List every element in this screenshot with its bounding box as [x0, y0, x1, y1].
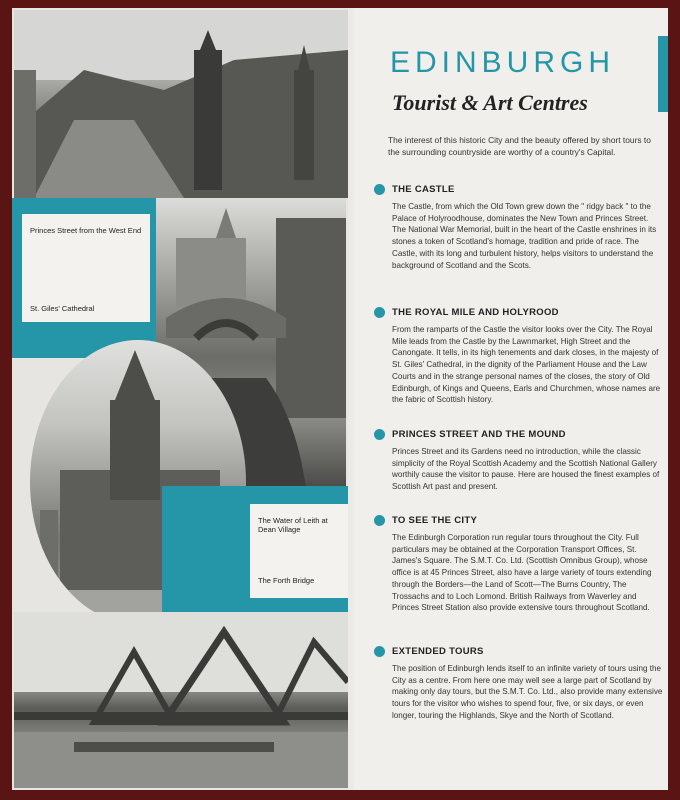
title-block — [354, 8, 668, 115]
section-body: The Castle, from which the Old Town grew down the " ridgy back " to the Palace of Holyroodhouse, dominates the New Town and Princes Street. The National War Memorial, built in the heart of the Castle enshrines in its stones a token of Scotland's homage, tradition and pride of race. The Castle, with its long and turbulent history, helps visitors to understand the background of Scotland and the Scots. — [392, 202, 657, 270]
caption-st-giles: St. Giles' Cathedral — [30, 304, 95, 313]
bullet-icon — [374, 184, 385, 195]
brochure-page — [12, 8, 668, 790]
bullet-icon — [374, 429, 385, 440]
section-body: Princes Street and its Gardens need no introduction, while the classic simplicity of the Royal Scottish Academy and the Scottish National Gallery worthily cause the visitor to pause. Here are housed the finest examples of Scottish Art past and present. — [392, 447, 660, 492]
section-castle — [374, 184, 664, 271]
caption-princes-street: Princes Street from the West End — [30, 226, 142, 235]
section-extended-tours — [374, 646, 664, 722]
text-panel — [354, 8, 668, 790]
section-heading: THE ROYAL MILE AND HOLYROOD — [392, 307, 559, 318]
caption-card-left — [22, 214, 150, 322]
page-title: EDINBURGH — [390, 46, 616, 79]
section-body: From the ramparts of the Castle the visitor looks over the City. The Royal Mile leads from the Castle by the Lawnmarket, High Street and the Canongate. It tells, in its high tenements and dark closes, in the majesty of St. Giles' Cathedral, in the dignity of the Parliament House and the Law Courts and in the strange personal names of the closes, the story of Old Edinburgh, of Kings and Queens, Earls and Churchmen, whose names are the fabric of Scottish history. — [392, 325, 661, 405]
caption-water-of-leith: The Water of Leith at Dean Village — [258, 516, 328, 535]
bullet-icon — [374, 646, 385, 657]
bullet-icon — [374, 515, 385, 526]
bullet-icon — [374, 307, 385, 318]
intro-paragraph: The interest of this historic City and the beauty offered by short tours to the surrounding countryside are worthy of a country's Capital. — [388, 135, 651, 158]
princes-street-photo — [14, 10, 348, 198]
section-heading: PRINCES STREET AND THE MOUND — [392, 429, 566, 440]
section-body: The position of Edinburgh lends itself to an infinite variety of tours using the City as a centre. From here one may well see a large part of Scotland by making only day tours, but the S.M.T. Co. Ltd., also provide many extensive tours for the visitor who wishes to spend four, five, or six days, or even longer, touring the Highlands, Skye and the North of Scotland. — [392, 664, 663, 720]
photo-panel — [12, 8, 348, 790]
section-royal-mile — [374, 307, 664, 406]
caption-forth-bridge: The Forth Bridge — [258, 576, 315, 585]
section-see-the-city — [374, 515, 664, 614]
section-heading: TO SEE THE CITY — [392, 515, 478, 526]
title-accent-strip — [658, 36, 668, 112]
section-princes-street — [374, 429, 664, 493]
caption-card-right — [250, 504, 348, 598]
page-subtitle: Tourist & Art Centres — [392, 90, 588, 115]
section-body: The Edinburgh Corporation run regular tours throughout the City. Full particulars may be obtained at the Corporation Transport Offices, St. James's Square. The S.M.T. Co. Ltd. (Scottish Omnibus Group), whose office is at 45 Princes Street, also have a large variety of tours extending through the Borders—the Land of Scott—The Burns Country, The Trossachs and to Loch Lomond. British Railways from Waverley and Princes Street Station also provide extensive tours throughout Scotland. — [392, 533, 652, 613]
section-heading: EXTENDED TOURS — [392, 646, 484, 657]
section-heading: THE CASTLE — [392, 184, 455, 195]
forth-bridge-photo — [14, 612, 348, 788]
